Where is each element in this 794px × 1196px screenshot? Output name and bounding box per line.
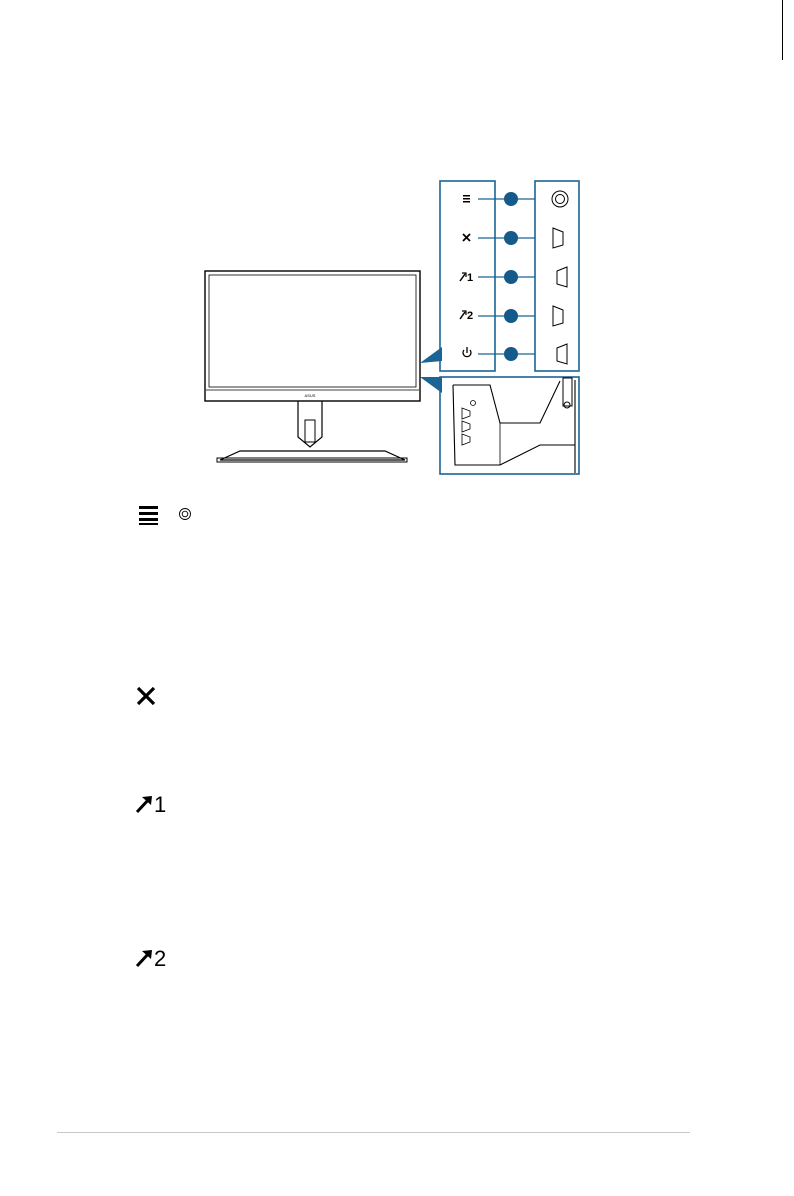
svg-text:1: 1 bbox=[154, 792, 167, 816]
menu-icon bbox=[139, 506, 158, 525]
close-icon bbox=[136, 686, 156, 706]
power-icon bbox=[463, 347, 471, 357]
button-shape-2 bbox=[553, 228, 563, 248]
legend-shortcut-2 bbox=[134, 944, 174, 970]
svg-text:1: 1 bbox=[467, 272, 474, 284]
callout-dot-1 bbox=[504, 192, 518, 206]
close-icon bbox=[463, 234, 470, 241]
svg-text:2: 2 bbox=[467, 310, 474, 322]
crop-mark bbox=[782, 0, 783, 60]
brand-logo: ASUS bbox=[304, 393, 316, 398]
button-shape-5 bbox=[557, 344, 567, 364]
callout-dot-4 bbox=[504, 309, 518, 323]
menu-icon bbox=[463, 195, 470, 203]
monitor-controls-figure bbox=[200, 175, 590, 480]
button-label-panel bbox=[440, 181, 495, 371]
shortcut-icon bbox=[460, 274, 465, 281]
monitor-illustration bbox=[205, 271, 442, 462]
svg-text:2: 2 bbox=[154, 946, 167, 970]
button-shape-3 bbox=[557, 267, 567, 287]
footer-divider bbox=[57, 1132, 690, 1133]
callout-dot-2 bbox=[504, 231, 518, 245]
joystick-icon bbox=[552, 191, 568, 207]
rear-detail-inset bbox=[440, 377, 579, 474]
legend-shortcut-1 bbox=[134, 790, 174, 816]
joystick-icon bbox=[180, 509, 191, 520]
connector-lines bbox=[478, 192, 535, 361]
monitor-diagram bbox=[200, 175, 590, 480]
callout-dot-3 bbox=[504, 270, 518, 284]
physical-button-panel bbox=[535, 181, 579, 371]
shortcut-icon bbox=[460, 312, 465, 319]
shortcut-2-label bbox=[460, 310, 473, 322]
legend-menu-joystick bbox=[137, 505, 207, 525]
callout-dot-5 bbox=[504, 347, 518, 361]
button-shape-4 bbox=[553, 306, 563, 326]
shortcut-1-label bbox=[460, 272, 473, 284]
